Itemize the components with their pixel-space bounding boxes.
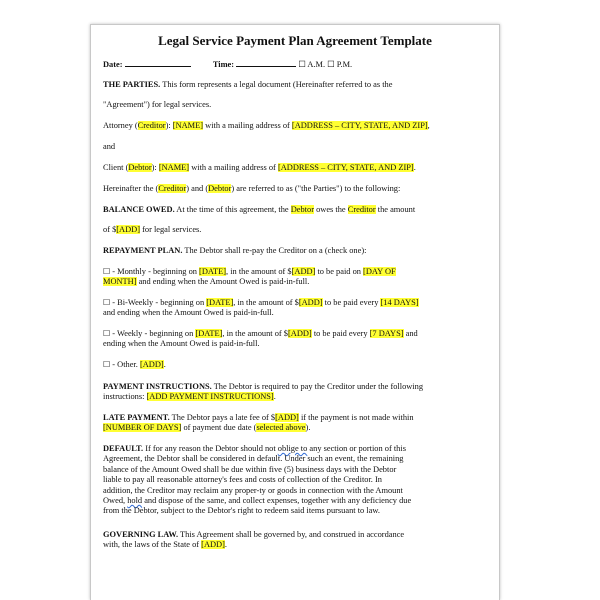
hereinafter-line: Hereinafter the (Creditor) and (Debtor) are referred to as ("the Parties") to the following:: [103, 184, 401, 193]
state-placeholder: [ADD]: [201, 540, 225, 549]
governing-law-line-2: with, the laws of the State of [ADD].: [103, 540, 227, 549]
document-page: [90, 24, 500, 600]
parties-line-2: "Agreement") for legal services.: [103, 100, 212, 109]
governing-law-line-1: GOVERNING LAW. This Agreement shall be governed by, and construed in accordance: [103, 530, 405, 539]
time-label: Time:: [212, 60, 235, 69]
client-address-placeholder: [ADDRESS – CITY, STATE, AND ZIP]: [277, 163, 414, 172]
client-line: Client (Debtor): [NAME] with a mailing address of [ADDRESS – CITY, STATE, AND ZIP].: [103, 163, 416, 172]
day-of-month-placeholder: MONTH]: [103, 277, 137, 286]
default-line-7: from the Debtor, subject to the Debtor's right to redeem said items pursuant to law.: [103, 506, 380, 516]
default-line-6: Owed, hold and dispose of the same, and collect expenses, together with any deficiency due: [103, 496, 412, 506]
default-line-2: Agreement, the Debtor shall be considered in default. Under such an event, the remaining: [103, 454, 404, 464]
default-line-3: balance of the Amount Owed shall be due within five (5) business days with the Debtor: [103, 464, 397, 474]
weekly-option-line-1: ☐ - Weekly - beginning on [DATE], in the amount of $[ADD] to be paid every [7 DAYS] and: [103, 329, 418, 338]
biweekly-checkbox[interactable]: ☐: [103, 298, 111, 307]
date-placeholder: [DATE]: [195, 329, 223, 338]
day-of-month-placeholder: [DAY OF: [363, 267, 396, 276]
creditor-highlight: Creditor: [158, 184, 187, 193]
parties-heading: THE PARTIES.: [103, 80, 161, 89]
other-placeholder: [ADD]: [139, 360, 164, 369]
biweekly-option-line-2: and ending when the Amount Owed is paid-in-full.: [103, 308, 274, 317]
default-line-5: addition, the Creditor may reclaim any proper-ty or goods in connection with the Amount: [103, 485, 403, 495]
balance-amount-placeholder: [ADD]: [116, 225, 140, 234]
default-paragraph: [103, 444, 455, 517]
repayment-heading: REPAYMENT PLAN.: [103, 246, 183, 255]
weekly-option-line-2: ending when the Amount Owed is paid-in-full.: [103, 339, 260, 348]
document-title: Legal Service Payment Plan Agreement Template: [158, 33, 432, 48]
parties-text: This form represents a legal document (Hereinafter referred to as the: [162, 80, 393, 89]
late-payment-line-1: LATE PAYMENT. The Debtor pays a late fee of $[ADD] if the payment is not made within: [103, 413, 414, 422]
monthly-option-line-1: ☐ - Monthly - beginning on [DATE], in the amount of $[ADD] to be paid on [DAY OF: [103, 267, 396, 276]
biweekly-option-line-1: ☐ - Bi-Weekly - beginning on [DATE], in the amount of $[ADD] to be paid every [14 DAYS]: [103, 298, 419, 307]
balance-line-2: of $[ADD] for legal services.: [103, 225, 202, 234]
governing-law-heading: GOVERNING LAW.: [103, 530, 179, 539]
weekly-checkbox[interactable]: ☐: [103, 329, 111, 338]
attorney-address-placeholder: [ADDRESS – CITY, STATE, AND ZIP]: [291, 121, 428, 130]
spellcheck-underline: oblige to: [277, 444, 308, 453]
date-time-line: [103, 58, 455, 70]
default-line-1: DEFAULT. If for any reason the Debtor should not oblige to any section or portion of this: [103, 444, 406, 453]
debtor-highlight: Debtor: [128, 163, 152, 172]
payment-instructions-line-2: instructions: [ADD PAYMENT INSTRUCTIONS].: [103, 392, 276, 401]
client-name-placeholder: [NAME]: [158, 163, 190, 172]
payment-instructions-placeholder: [ADD PAYMENT INSTRUCTIONS]: [146, 392, 274, 401]
date-blank[interactable]: [125, 58, 191, 67]
creditor-highlight: Creditor: [347, 205, 376, 214]
pm-checkbox[interactable]: ☐ P.M.: [327, 60, 353, 69]
late-payment-heading: LATE PAYMENT.: [103, 413, 170, 422]
amount-placeholder: [ADD]: [287, 329, 312, 338]
attorney-name-placeholder: [NAME]: [172, 121, 204, 130]
time-blank[interactable]: [236, 58, 296, 67]
date-placeholder: [DATE]: [206, 298, 234, 307]
late-fee-placeholder: [ADD]: [275, 413, 299, 422]
amount-placeholder: [ADD]: [291, 267, 316, 276]
default-heading: DEFAULT.: [103, 444, 144, 453]
date-label: Date:: [103, 60, 123, 69]
default-line-4: liable to pay all reasonable attorney's fees and costs of collection of the Creditor. In: [103, 475, 382, 485]
interval-placeholder: [7 DAYS]: [369, 329, 404, 338]
creditor-highlight: Creditor: [137, 121, 166, 130]
date-placeholder: [DATE]: [199, 267, 227, 276]
repayment-line: REPAYMENT PLAN. The Debtor shall re-pay the Creditor on a (check one):: [103, 246, 367, 255]
other-option-line: ☐ - Other. [ADD].: [103, 360, 166, 369]
amount-placeholder: [ADD]: [298, 298, 323, 307]
spellcheck-underline: hold: [127, 496, 143, 506]
debtor-highlight: Debtor: [208, 184, 232, 193]
payment-instructions-line-1: PAYMENT INSTRUCTIONS. The Debtor is required to pay the Creditor under the following: [103, 382, 424, 391]
and-line: and: [103, 142, 116, 151]
interval-placeholder: [14 DAYS]: [380, 298, 419, 307]
payment-instructions-heading: PAYMENT INSTRUCTIONS.: [103, 382, 212, 391]
monthly-option-line-2: MONTH] and ending when the Amount Owed is paid-in-full.: [103, 277, 310, 286]
late-payment-line-2: [NUMBER OF DAYS] of payment due date (selected above).: [103, 423, 311, 432]
other-checkbox[interactable]: ☐: [103, 360, 111, 369]
am-checkbox[interactable]: ☐ A.M.: [298, 60, 326, 69]
parties-line-1: [103, 80, 455, 90]
balance-heading: BALANCE OWED.: [103, 205, 175, 214]
debtor-highlight: Debtor: [290, 205, 314, 214]
monthly-checkbox[interactable]: ☐: [103, 267, 111, 276]
attorney-line: Attorney (Creditor): [NAME] with a mailing address of [ADDRESS – CITY, STATE, AND ZIP],: [103, 121, 430, 130]
selected-above-highlight: selected above: [256, 423, 306, 432]
number-of-days-placeholder: [NUMBER OF DAYS]: [103, 423, 182, 432]
balance-line-1: BALANCE OWED. At the time of this agreement, the Debtor owes the Creditor the amount: [103, 205, 416, 214]
